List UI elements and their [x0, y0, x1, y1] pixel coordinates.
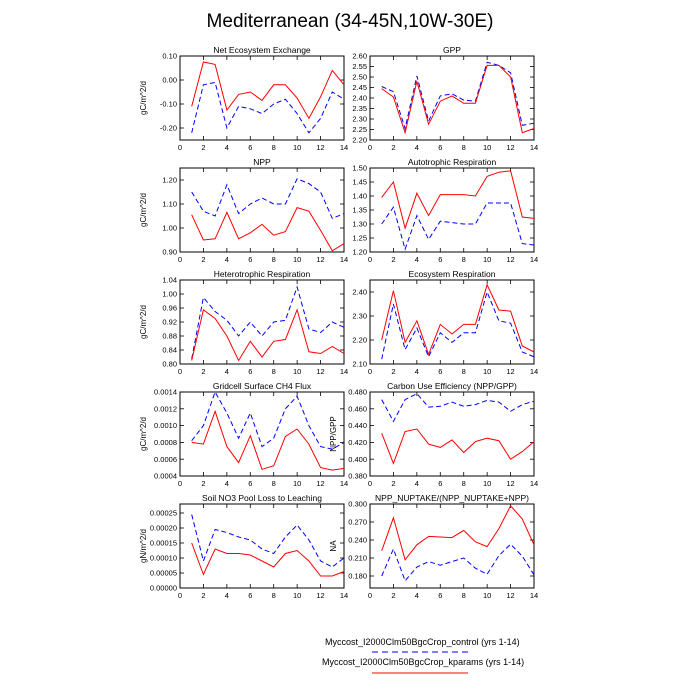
chart-1-xtick-label: 8	[271, 143, 276, 152]
chart-2-ytick-label: 2.35	[352, 104, 367, 114]
chart-4-title: Autotrophic Respiration	[407, 157, 497, 167]
chart-4-ytick-label: 1.40	[352, 191, 367, 201]
chart-6-series-kparams-line	[382, 285, 534, 355]
chart-4-xtick-label: 8	[461, 255, 466, 264]
chart-2-ytick-label: 2.60	[352, 51, 367, 61]
chart-3-ytick-label: 1.10	[162, 199, 177, 209]
chart-2-xtick-label: 14	[529, 143, 539, 152]
chart-1-xtick-label: 14	[339, 143, 349, 152]
chart-4-xtick-label: 2	[391, 255, 396, 264]
chart-6-ytick-label: 2.10	[352, 359, 367, 369]
chart-5-plot-frame	[180, 280, 344, 364]
chart-2-ytick-label: 2.50	[352, 72, 367, 82]
chart-2-xtick-label: 12	[506, 143, 515, 152]
chart-2-ytick-label: 2.30	[352, 114, 367, 124]
chart-3-xtick-label: 8	[271, 255, 276, 264]
chart-6-ytick-label: 2.40	[352, 287, 367, 297]
chart-1-xtick-label: 12	[316, 143, 325, 152]
chart-7-series-kparams-line	[192, 411, 344, 470]
chart-9-ylabel: gN/m^2/d	[139, 529, 148, 563]
chart-8-xtick-label: 0	[367, 479, 373, 488]
chart-6-xtick-label: 6	[438, 367, 443, 376]
chart-4-ytick-label: 1.20	[352, 247, 367, 257]
chart-5-xtick-label: 4	[224, 367, 229, 376]
chart-5-xtick-label: 12	[316, 367, 325, 376]
chart-2-ytick-label: 2.20	[352, 135, 367, 145]
chart-1-xtick-label: 6	[248, 143, 253, 152]
chart-2-ytick-label: 2.55	[352, 62, 367, 72]
chart-2-xtick-label: 6	[438, 143, 443, 152]
chart-8-ytick-label: 0.480	[348, 387, 367, 397]
chart-5-series-kparams-line	[192, 310, 344, 361]
chart-9-title: Soil NO3 Pool Loss to Leaching	[201, 493, 323, 503]
chart-4-plot-frame	[370, 168, 534, 252]
chart-2-gpp	[352, 45, 538, 152]
chart-3-xtick-label: 4	[224, 255, 229, 264]
chart-9-ytick-label: 0.00015	[149, 538, 177, 548]
chart-4-ytick-label: 1.25	[352, 233, 367, 243]
chart-8-title: Carbon Use Efficiency (NPP/GPP)	[387, 381, 517, 391]
chart-4-ytick-label: 1.50	[352, 163, 367, 173]
chart-8-series-kparams-line	[382, 429, 534, 463]
chart-10-series-control-line	[382, 544, 534, 581]
figure-title: Mediterranean (34-45N,10W-30E)	[206, 11, 494, 32]
chart-9-xtick-label: 14	[339, 591, 349, 600]
chart-10-xtick-label: 6	[438, 591, 443, 600]
chart-7-ytick-label: 0.0014	[154, 387, 177, 397]
chart-6-xtick-label: 0	[367, 367, 373, 376]
chart-2-plot-frame	[370, 56, 534, 140]
chart-6-title: Ecosystem Respiration	[408, 269, 496, 279]
chart-7-gridcell-surface-ch4-flux	[139, 381, 348, 488]
chart-7-xtick-label: 4	[224, 479, 229, 488]
chart-8-xtick-label: 10	[482, 479, 492, 488]
chart-3-xtick-label: 2	[201, 255, 206, 264]
chart-6-xtick-label: 8	[461, 367, 466, 376]
chart-3-xtick-label: 14	[339, 255, 349, 264]
chart-5-xtick-label: 6	[248, 367, 253, 376]
chart-7-ytick-label: 0.0012	[154, 404, 177, 414]
chart-9-xtick-label: 12	[316, 591, 325, 600]
chart-4-ytick-label: 1.30	[352, 219, 367, 229]
chart-9-xtick-label: 6	[248, 591, 253, 600]
chart-3-ytick-label: 0.90	[162, 247, 177, 257]
chart-1-series-control-line	[192, 82, 344, 132]
chart-5-ytick-label: 0.96	[162, 303, 177, 313]
chart-9-xtick-label: 0	[177, 591, 183, 600]
chart-2-xtick-label: 0	[367, 143, 373, 152]
chart-3-series-control-line	[192, 179, 344, 219]
chart-8-ytick-label: 0.400	[348, 454, 367, 464]
chart-10-title: NPP_NUPTAKE/(NPP_NUPTAKE+NPP)	[375, 493, 529, 503]
chart-3-ytick-label: 1.20	[162, 175, 177, 185]
chart-7-ytick-label: 0.0006	[154, 454, 177, 464]
chart-9-ytick-label: 0.00010	[149, 553, 177, 563]
chart-3-xtick-label: 12	[316, 255, 325, 264]
chart-8-ytick-label: 0.460	[348, 404, 367, 414]
chart-8-ytick-label: 0.380	[348, 471, 367, 481]
chart-6-xtick-label: 10	[482, 367, 492, 376]
chart-7-xtick-label: 6	[248, 479, 253, 488]
chart-1-ytick-label: 0.00	[162, 75, 177, 85]
chart-3-series-kparams-line	[192, 208, 344, 251]
chart-10-ylabel: NA	[329, 540, 338, 552]
chart-5-ytick-label: 1.00	[162, 289, 177, 299]
chart-10-series-kparams-line	[382, 506, 534, 560]
chart-7-xtick-label: 12	[316, 479, 325, 488]
chart-5-title: Heterotrophic Respiration	[213, 269, 311, 279]
chart-1-ylabel: gC/m^2/d	[139, 81, 148, 115]
chart-6-xtick-label: 14	[529, 367, 539, 376]
chart-6-ytick-label: 2.20	[352, 335, 367, 345]
chart-5-heterotrophic-respiration	[139, 269, 348, 376]
chart-6-xtick-label: 2	[391, 367, 396, 376]
chart-9-plot-frame	[180, 504, 344, 588]
chart-3-title: NPP	[253, 157, 271, 167]
chart-1-ytick-label: -0.20	[159, 123, 177, 133]
chart-6-series-control-line	[382, 292, 534, 359]
legend-label-control: Myccost_I2000Clm50BgcCrop_control (yrs 1-14)	[325, 637, 520, 647]
chart-4-xtick-label: 6	[438, 255, 443, 264]
chart-4-xtick-label: 10	[482, 255, 492, 264]
chart-9-ytick-label: 0.00005	[149, 568, 177, 578]
chart-3-ylabel: gC/m^2/d	[139, 193, 148, 227]
chart-7-ytick-label: 0.0010	[154, 421, 177, 431]
chart-5-ylabel: gC/m^2/d	[139, 305, 148, 339]
chart-1-xtick-label: 2	[201, 143, 206, 152]
chart-5-ytick-label: 0.80	[162, 359, 177, 369]
chart-10-xtick-label: 10	[482, 591, 492, 600]
legend-label-kparams: Myccost_I2000Clm50BgcCrop_kparams (yrs 1-14)	[322, 657, 525, 667]
chart-2-xtick-label: 8	[461, 143, 466, 152]
chart-7-ytick-label: 0.0008	[154, 438, 177, 447]
panels-grid	[139, 45, 538, 600]
chart-1-net-ecosystem-exchange	[139, 45, 348, 152]
chart-10-xtick-label: 0	[367, 591, 373, 600]
chart-10-npp-nuptake-npp-nuptake-npp	[329, 493, 538, 600]
chart-8-xtick-label: 4	[414, 479, 419, 488]
chart-9-xtick-label: 2	[201, 591, 206, 600]
chart-8-ytick-label: 0.420	[348, 438, 367, 447]
chart-3-npp	[139, 157, 348, 264]
chart-1-title: Net Ecosystem Exchange	[213, 45, 311, 55]
chart-10-xtick-label: 14	[529, 591, 539, 600]
chart-9-ytick-label: 0.00025	[149, 508, 177, 518]
chart-8-xtick-label: 8	[461, 479, 466, 488]
chart-9-series-control-line	[192, 515, 344, 568]
chart-2-ytick-label: 2.45	[352, 83, 367, 93]
chart-7-ylabel: gC/m^2/d	[139, 417, 148, 451]
chart-2-title: GPP	[443, 45, 461, 55]
chart-6-ecosystem-respiration	[352, 269, 538, 376]
chart-6-xtick-label: 4	[414, 367, 419, 376]
chart-7-xtick-label: 0	[177, 479, 183, 488]
chart-6-ytick-label: 2.30	[352, 311, 367, 321]
chart-1-xtick-label: 4	[224, 143, 229, 152]
chart-8-ytick-label: 0.440	[348, 421, 367, 431]
chart-8-xtick-label: 2	[391, 479, 396, 488]
chart-2-series-kparams-line	[382, 65, 534, 132]
chart-2-xtick-label: 4	[414, 143, 419, 152]
chart-4-xtick-label: 0	[367, 255, 373, 264]
chart-3-xtick-label: 10	[292, 255, 302, 264]
chart-8-ylabel: NPP/GPP	[329, 416, 338, 452]
chart-9-soil-no3-pool-loss-to-leaching	[139, 493, 348, 600]
chart-10-ytick-label: 0.300	[348, 499, 367, 509]
chart-4-autotrophic-respiration	[352, 157, 538, 264]
chart-6-xtick-label: 12	[506, 367, 515, 376]
chart-5-ytick-label: 1.04	[162, 275, 177, 285]
chart-8-plot-frame	[370, 392, 534, 476]
chart-10-ytick-label: 0.180	[348, 571, 367, 581]
chart-5-series-control-line	[192, 287, 344, 359]
chart-7-title: Gridcell Surface CH4 Flux	[212, 381, 312, 391]
chart-10-xtick-label: 2	[391, 591, 396, 600]
chart-2-ytick-label: 2.40	[352, 93, 367, 103]
chart-5-xtick-label: 0	[177, 367, 183, 376]
chart-4-ytick-label: 1.35	[352, 205, 367, 215]
chart-9-series-kparams-line	[192, 543, 344, 576]
chart-10-ytick-label: 0.240	[348, 535, 367, 545]
chart-5-ytick-label: 0.88	[162, 331, 177, 341]
chart-7-plot-frame	[180, 392, 344, 476]
chart-2-xtick-label: 10	[482, 143, 492, 152]
chart-10-ytick-label: 0.210	[348, 553, 367, 563]
chart-5-xtick-label: 8	[271, 367, 276, 376]
chart-4-series-kparams-line	[382, 171, 534, 228]
chart-10-ytick-label: 0.270	[348, 517, 367, 527]
chart-9-ytick-label: 0.00000	[149, 583, 177, 593]
chart-1-xtick-label: 0	[177, 143, 183, 152]
chart-9-xtick-label: 8	[271, 591, 276, 600]
chart-6-plot-frame	[370, 280, 534, 364]
chart-7-xtick-label: 2	[201, 479, 206, 488]
chart-7-xtick-label: 8	[271, 479, 276, 488]
chart-8-xtick-label: 12	[506, 479, 515, 488]
chart-9-xtick-label: 10	[292, 591, 302, 600]
chart-1-series-kparams-line	[192, 62, 344, 118]
chart-5-xtick-label: 2	[201, 367, 206, 376]
chart-5-xtick-label: 10	[292, 367, 302, 376]
chart-7-series-control-line	[192, 392, 344, 449]
chart-5-ytick-label: 0.84	[162, 345, 177, 355]
chart-8-series-control-line	[382, 394, 534, 422]
legend	[322, 637, 524, 673]
chart-2-series-control-line	[382, 62, 534, 128]
chart-1-ytick-label: 0.10	[162, 51, 177, 61]
chart-9-xtick-label: 4	[224, 591, 229, 600]
chart-1-ytick-label: -0.10	[159, 99, 177, 109]
chart-3-ytick-label: 1.00	[162, 223, 177, 233]
chart-8-carbon-use-efficiency-npp-gpp	[329, 381, 538, 488]
chart-7-xtick-label: 14	[339, 479, 349, 488]
chart-4-ytick-label: 1.45	[352, 177, 367, 187]
chart-9-ytick-label: 0.00020	[149, 523, 177, 533]
chart-10-xtick-label: 8	[461, 591, 466, 600]
chart-8-xtick-label: 14	[529, 479, 539, 488]
chart-7-ytick-label: 0.0004	[154, 471, 177, 481]
chart-3-xtick-label: 6	[248, 255, 253, 264]
chart-5-ytick-label: 0.92	[162, 317, 177, 327]
chart-1-xtick-label: 10	[292, 143, 302, 152]
chart-7-xtick-label: 10	[292, 479, 302, 488]
chart-4-xtick-label: 12	[506, 255, 515, 264]
chart-2-ytick-label: 2.25	[352, 125, 367, 135]
chart-3-xtick-label: 0	[177, 255, 183, 264]
chart-5-xtick-label: 14	[339, 367, 349, 376]
chart-4-xtick-label: 4	[414, 255, 419, 264]
chart-8-xtick-label: 6	[438, 479, 443, 488]
chart-10-xtick-label: 4	[414, 591, 419, 600]
chart-10-xtick-label: 12	[506, 591, 515, 600]
chart-4-xtick-label: 14	[529, 255, 539, 264]
chart-2-xtick-label: 2	[391, 143, 396, 152]
